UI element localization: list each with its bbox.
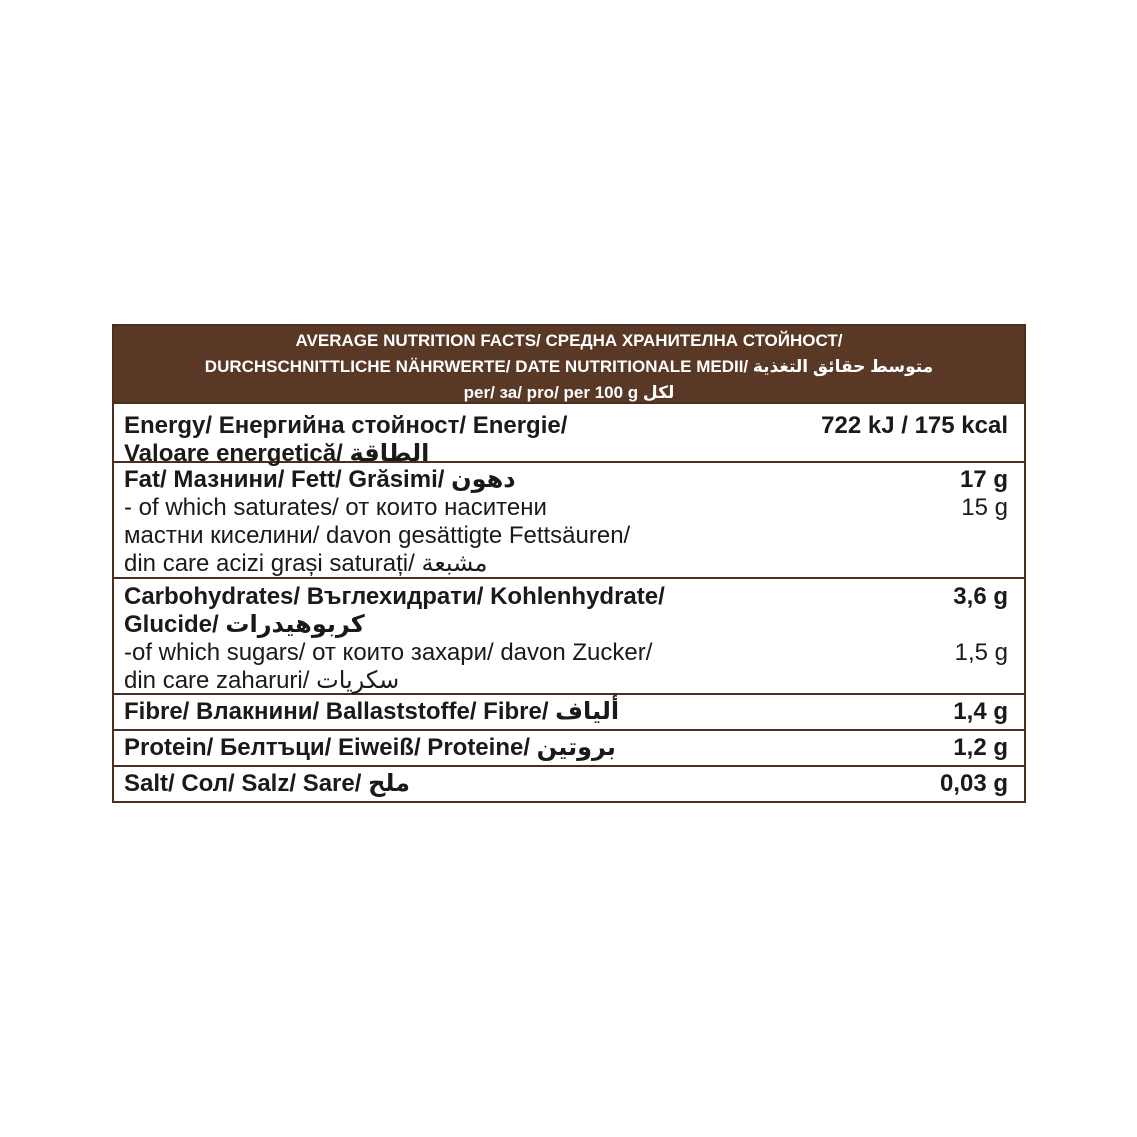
sugars-label-line-2: din care zaharuri/ سكريات — [124, 667, 400, 694]
fat-value: 17 g — [959, 466, 1008, 493]
salt-value: 0,03 g — [939, 770, 1008, 797]
header-title-line-1: AVERAGE NUTRITION FACTS/ СРЕДНА ХРАНИТЕЛНА СТОЙНОСТ/ — [295, 331, 843, 350]
row-carbohydrates — [114, 577, 1024, 693]
energy-label-line-1: Energy/ Енергийна стойност/ Energie/ — [124, 412, 568, 439]
energy-label — [124, 412, 821, 468]
carbohydrates-label — [124, 583, 953, 695]
carbohydrates-values — [953, 583, 1008, 667]
fat-label-main: Fat/ Мазнини/ Fett/ Grăsimi/ دهون — [124, 466, 516, 493]
nutrition-header — [114, 326, 1024, 402]
carbohydrates-label-line-1: Carbohydrates/ Въглехидрати/ Kohlenhydrate/ — [124, 583, 665, 610]
row-protein — [114, 729, 1024, 765]
header-per-line: per/ за/ pro/ per 100 g لكل — [463, 383, 675, 402]
nutrition-table — [112, 324, 1026, 803]
salt-label: Salt/ Сол/ Salz/ Sare/ ملح — [124, 770, 411, 797]
fat-label — [124, 466, 960, 578]
carbohydrates-spacer — [953, 611, 1008, 639]
fat-sub-label-line-1: - of which saturates/ от които наситени — [124, 494, 547, 521]
fat-sub-label-line-3: din care acizi grași saturați/ مشبعة — [124, 550, 488, 577]
sugars-label-line-1: -of which sugars/ от които захари/ davon Zucker/ — [124, 639, 653, 666]
protein-label: Protein/ Белтъци/ Eiweiß/ Proteine/ بروتين — [124, 734, 616, 761]
carbohydrates-value: 3,6 g — [953, 583, 1008, 610]
fat-values — [960, 466, 1008, 522]
saturates-value: 15 g — [961, 494, 1008, 521]
row-energy — [114, 402, 1024, 467]
energy-label-line-2: Valoare energetică/ الطاقة — [124, 440, 430, 467]
row-salt — [114, 765, 1024, 801]
fibre-label: Fibre/ Влакнини/ Ballaststoffe/ Fibre/ ألياف — [124, 698, 620, 725]
row-fibre — [114, 693, 1024, 729]
sugars-value: 1,5 g — [954, 639, 1008, 666]
fibre-value: 1,4 g — [953, 698, 1008, 725]
energy-value: 722 kJ / 175 kcal — [821, 412, 1008, 439]
carbohydrates-label-line-2: Glucide/ كربوهيدرات — [124, 611, 365, 638]
header-title-line-2: DURCHSCHNITTLICHE NÄHRWERTE/ DATE NUTRITIONALE MEDII/ متوسط حقائق التغذية — [204, 357, 934, 376]
protein-value: 1,2 g — [953, 734, 1008, 761]
row-fat — [114, 461, 1024, 577]
fat-sub-label-line-2: мастни киселини/ davon gesättigte Fettsäuren/ — [124, 522, 631, 549]
